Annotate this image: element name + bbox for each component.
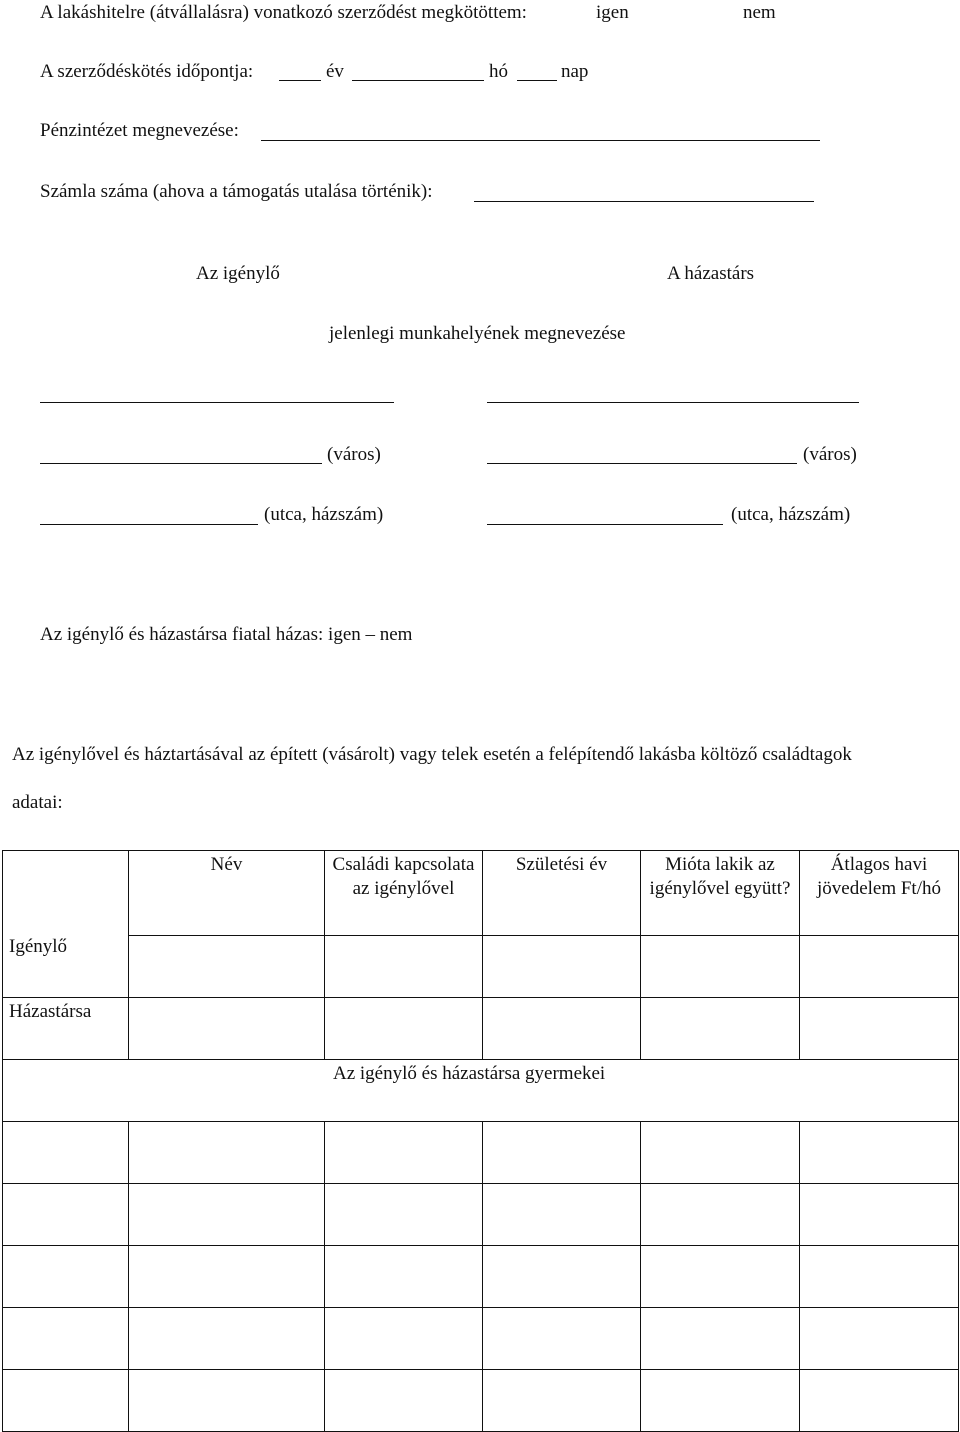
child-row-cell[interactable] [641, 1246, 800, 1308]
table-row [3, 1370, 959, 1432]
child-row-cell[interactable] [800, 1246, 959, 1308]
loan-question: A lakáshitelre (átvállalásra) vonatkozó szerződést megkötöttem: [40, 2, 527, 23]
child-row-cell[interactable] [3, 1246, 129, 1308]
child-row-cell[interactable] [641, 1370, 800, 1432]
child-row-cell[interactable] [483, 1308, 641, 1370]
child-row-cell[interactable] [800, 1184, 959, 1246]
bank-name-field[interactable] [261, 140, 820, 141]
child-row-cell[interactable] [3, 1370, 129, 1432]
applicant-relation-cell[interactable] [325, 936, 483, 998]
child-row-cell[interactable] [3, 1308, 129, 1370]
table-row-spouse [3, 998, 959, 1060]
account-number-field[interactable] [474, 201, 814, 202]
spouse-relation-cell[interactable] [325, 998, 483, 1060]
applicant-since-cell[interactable] [641, 936, 800, 998]
contract-date-label: A szerződéskötés időpontja: [40, 61, 254, 82]
applicant-workplace-field[interactable] [40, 402, 394, 403]
applicant-heading: Az igénylő [196, 263, 280, 284]
spouse-birth-year-cell[interactable] [483, 998, 641, 1060]
family-intro-line2: adatai: [12, 792, 63, 813]
child-row-cell[interactable] [483, 1246, 641, 1308]
contract-date-year-label: év [326, 61, 344, 82]
child-row-cell[interactable] [800, 1122, 959, 1184]
child-row-cell[interactable] [800, 1370, 959, 1432]
spouse-heading: A házastárs [667, 263, 755, 284]
applicant-birth-year-cell[interactable] [483, 936, 641, 998]
child-row-cell[interactable] [129, 1370, 325, 1432]
child-row-cell[interactable] [641, 1122, 800, 1184]
spouse-city-label: (város) [803, 444, 857, 465]
table-row [3, 1308, 959, 1370]
child-row-cell[interactable] [129, 1184, 325, 1246]
account-label: Számla száma (ahova a támogatás utalása történik): [40, 181, 433, 202]
children-heading: Az igénylő és házastársa gyermekei [3, 1060, 959, 1122]
applicant-street-field[interactable] [40, 524, 258, 525]
header-since: Mióta lakik az igénylővel együtt? [641, 851, 800, 936]
child-row-cell[interactable] [483, 1370, 641, 1432]
header-name: Név [129, 851, 325, 936]
row-label-applicant: Igénylő [3, 851, 129, 998]
contract-date-day-label: nap [561, 61, 589, 82]
child-row-cell[interactable] [483, 1122, 641, 1184]
applicant-street-label: (utca, házszám) [264, 504, 384, 525]
spouse-street-field[interactable] [487, 524, 723, 525]
loan-yes-option[interactable]: igen [596, 2, 629, 23]
spouse-since-cell[interactable] [641, 998, 800, 1060]
table-row [3, 1184, 959, 1246]
table-row [3, 1246, 959, 1308]
child-row-cell[interactable] [325, 1246, 483, 1308]
applicant-city-field[interactable] [40, 463, 322, 464]
family-members-table [2, 850, 959, 1432]
child-row-cell[interactable] [129, 1122, 325, 1184]
child-row-cell[interactable] [641, 1308, 800, 1370]
spouse-name-cell[interactable] [129, 998, 325, 1060]
spouse-city-field[interactable] [487, 463, 797, 464]
contract-date-month-label: hó [489, 61, 508, 82]
table-row-applicant [3, 936, 959, 998]
table-header-row [3, 851, 959, 936]
header-birth-year: Születési év [483, 851, 641, 936]
loan-no-option[interactable]: nem [743, 2, 776, 23]
child-row-cell[interactable] [129, 1246, 325, 1308]
spouse-workplace-field[interactable] [487, 402, 859, 403]
contract-date-month-field[interactable] [352, 80, 484, 81]
spouse-street-label: (utca, házszám) [731, 504, 851, 525]
child-row-cell[interactable] [800, 1308, 959, 1370]
applicant-city-label: (város) [327, 444, 381, 465]
child-row-cell[interactable] [325, 1370, 483, 1432]
child-row-cell[interactable] [483, 1184, 641, 1246]
contract-date-year-field[interactable] [279, 80, 321, 81]
family-intro-line1: Az igénylővel és háztartásával az épített (vásárolt) vagy telek esetén a felépítendő lakásba költöző családtagok [12, 744, 852, 765]
young-couple-question[interactable]: Az igénylő és házastársa fiatal házas: igen – nem [40, 624, 413, 645]
child-row-cell[interactable] [325, 1122, 483, 1184]
table-row [3, 1122, 959, 1184]
child-row-cell[interactable] [3, 1122, 129, 1184]
applicant-name-cell[interactable] [129, 936, 325, 998]
bank-label: Pénzintézet megnevezése: [40, 120, 239, 141]
children-heading-row [3, 1060, 959, 1122]
workplace-subtitle: jelenlegi munkahelyének megnevezése [329, 323, 626, 344]
child-row-cell[interactable] [325, 1184, 483, 1246]
child-row-cell[interactable] [325, 1308, 483, 1370]
child-row-cell[interactable] [3, 1184, 129, 1246]
spouse-income-cell[interactable] [800, 998, 959, 1060]
row-label-spouse: Házastársa [3, 998, 129, 1060]
child-row-cell[interactable] [129, 1308, 325, 1370]
header-relation: Családi kapcsolata az igénylővel [325, 851, 483, 936]
child-row-cell[interactable] [641, 1184, 800, 1246]
contract-date-day-field[interactable] [517, 80, 557, 81]
applicant-income-cell[interactable] [800, 936, 959, 998]
header-income: Átlagos havi jövedelem Ft/hó [800, 851, 959, 936]
